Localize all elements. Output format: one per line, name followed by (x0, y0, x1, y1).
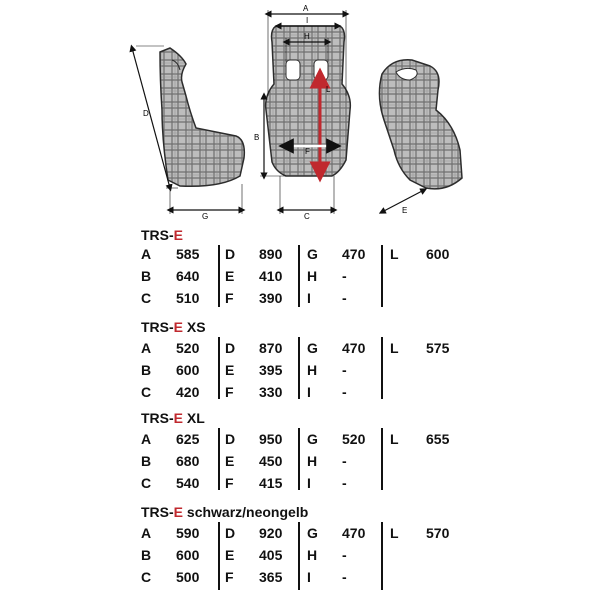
dim-code: I (307, 569, 311, 585)
dim-value: - (342, 569, 347, 585)
dim-value: 600 (176, 362, 200, 378)
column-divider (381, 428, 383, 490)
model-title (141, 227, 183, 243)
model-suffix: XL (183, 410, 205, 426)
column-divider (298, 428, 300, 490)
dim-code: C (141, 475, 152, 491)
seat-front-view (254, 4, 350, 221)
dim-value: 640 (176, 268, 200, 284)
dim-code: L (390, 525, 399, 541)
dim-value: 420 (176, 384, 200, 400)
dim-value: - (342, 384, 347, 400)
dim-code: A (141, 431, 152, 447)
dim-label-D: D (143, 109, 149, 118)
dim-code: D (225, 340, 236, 356)
dim-value: 365 (259, 569, 283, 585)
dim-code: B (141, 453, 152, 469)
dim-code: I (307, 475, 311, 491)
dim-code: F (225, 475, 234, 491)
dim-value: 920 (259, 525, 283, 541)
dim-value: 390 (259, 290, 283, 306)
column-divider (381, 522, 383, 590)
model-accent: E (173, 504, 184, 520)
dim-value: 890 (259, 246, 283, 262)
dim-code: C (141, 290, 152, 306)
dim-value: 655 (426, 431, 450, 447)
model-name: TRS- (141, 504, 174, 520)
dim-value: 570 (426, 525, 450, 541)
dim-value: 395 (259, 362, 283, 378)
column-divider (218, 522, 220, 590)
dim-code: A (141, 525, 152, 541)
dim-value: 470 (342, 525, 366, 541)
dim-code: F (225, 384, 234, 400)
dim-value: 470 (342, 246, 366, 262)
model-suffix: XS (183, 319, 206, 335)
dim-value: - (342, 362, 347, 378)
dim-code: H (307, 547, 318, 563)
dim-value: 600 (426, 246, 450, 262)
dim-value: 950 (259, 431, 283, 447)
dim-code: C (141, 384, 152, 400)
model-accent: E (173, 410, 184, 426)
dim-code: B (141, 547, 152, 563)
dim-value: 415 (259, 475, 283, 491)
dim-code: D (225, 246, 236, 262)
seat-dimension-diagram (0, 0, 600, 225)
column-divider (298, 245, 300, 307)
dim-value: 590 (176, 525, 200, 541)
column-divider (218, 337, 220, 399)
dim-value: 520 (342, 431, 366, 447)
dim-value: 600 (176, 547, 200, 563)
dim-value: - (342, 475, 347, 491)
dim-code: G (307, 340, 318, 356)
model-accent: E (173, 227, 184, 243)
dim-value: - (342, 268, 347, 284)
model-title (141, 410, 205, 426)
dim-label-C: C (304, 212, 310, 221)
model-name: TRS- (141, 319, 174, 335)
dim-value: - (342, 453, 347, 469)
dim-value: 410 (259, 268, 283, 284)
dim-value: - (342, 290, 347, 306)
dim-code: E (225, 453, 235, 469)
dim-value: 680 (176, 453, 200, 469)
dim-value: - (342, 547, 347, 563)
dim-code: B (141, 268, 152, 284)
dim-value: 540 (176, 475, 200, 491)
seat-side-view (132, 46, 244, 221)
seat-three-quarter-view (379, 60, 462, 215)
dim-code: L (390, 431, 399, 447)
dim-code: I (307, 290, 311, 306)
dim-code: I (307, 384, 311, 400)
dim-code: H (307, 362, 318, 378)
column-divider (298, 337, 300, 399)
dim-code: L (390, 340, 399, 356)
dim-code: C (141, 569, 152, 585)
dim-code: A (141, 246, 152, 262)
dim-code: H (307, 453, 318, 469)
dim-value: 625 (176, 431, 200, 447)
dim-code: G (307, 525, 318, 541)
dim-code: E (225, 268, 235, 284)
model-name: TRS- (141, 410, 174, 426)
dim-value: 575 (426, 340, 450, 356)
column-divider (218, 428, 220, 490)
dim-label-B: B (254, 133, 260, 142)
dim-value: 510 (176, 290, 200, 306)
model-title (141, 504, 308, 520)
dim-value: 450 (259, 453, 283, 469)
dim-code: A (141, 340, 152, 356)
dim-code: B (141, 362, 152, 378)
dim-code: F (225, 569, 234, 585)
column-divider (298, 522, 300, 590)
model-name: TRS- (141, 227, 174, 243)
model-title (141, 319, 206, 335)
dim-label-F: F (305, 147, 310, 156)
dim-value: 470 (342, 340, 366, 356)
dim-label-A: A (303, 4, 309, 13)
column-divider (381, 245, 383, 307)
dim-code: L (390, 246, 399, 262)
dim-value: 585 (176, 246, 200, 262)
dim-code: G (307, 246, 318, 262)
dim-code: E (225, 362, 235, 378)
dim-value: 330 (259, 384, 283, 400)
dim-label-I: I (306, 16, 309, 25)
column-divider (381, 337, 383, 399)
dim-value: 520 (176, 340, 200, 356)
dim-label-E: E (402, 206, 408, 215)
dim-code: F (225, 290, 234, 306)
dim-label-L: L (326, 85, 331, 94)
dim-label-G: G (202, 212, 209, 221)
model-accent: E (173, 319, 184, 335)
model-suffix: schwarz/neongelb (183, 504, 309, 520)
dim-code: H (307, 268, 318, 284)
dim-label-H: H (304, 32, 310, 41)
dim-value: 870 (259, 340, 283, 356)
dim-code: G (307, 431, 318, 447)
dim-value: 405 (259, 547, 283, 563)
dim-value: 500 (176, 569, 200, 585)
dim-code: E (225, 547, 235, 563)
dim-code: D (225, 525, 236, 541)
dim-code: D (225, 431, 236, 447)
column-divider (218, 245, 220, 307)
